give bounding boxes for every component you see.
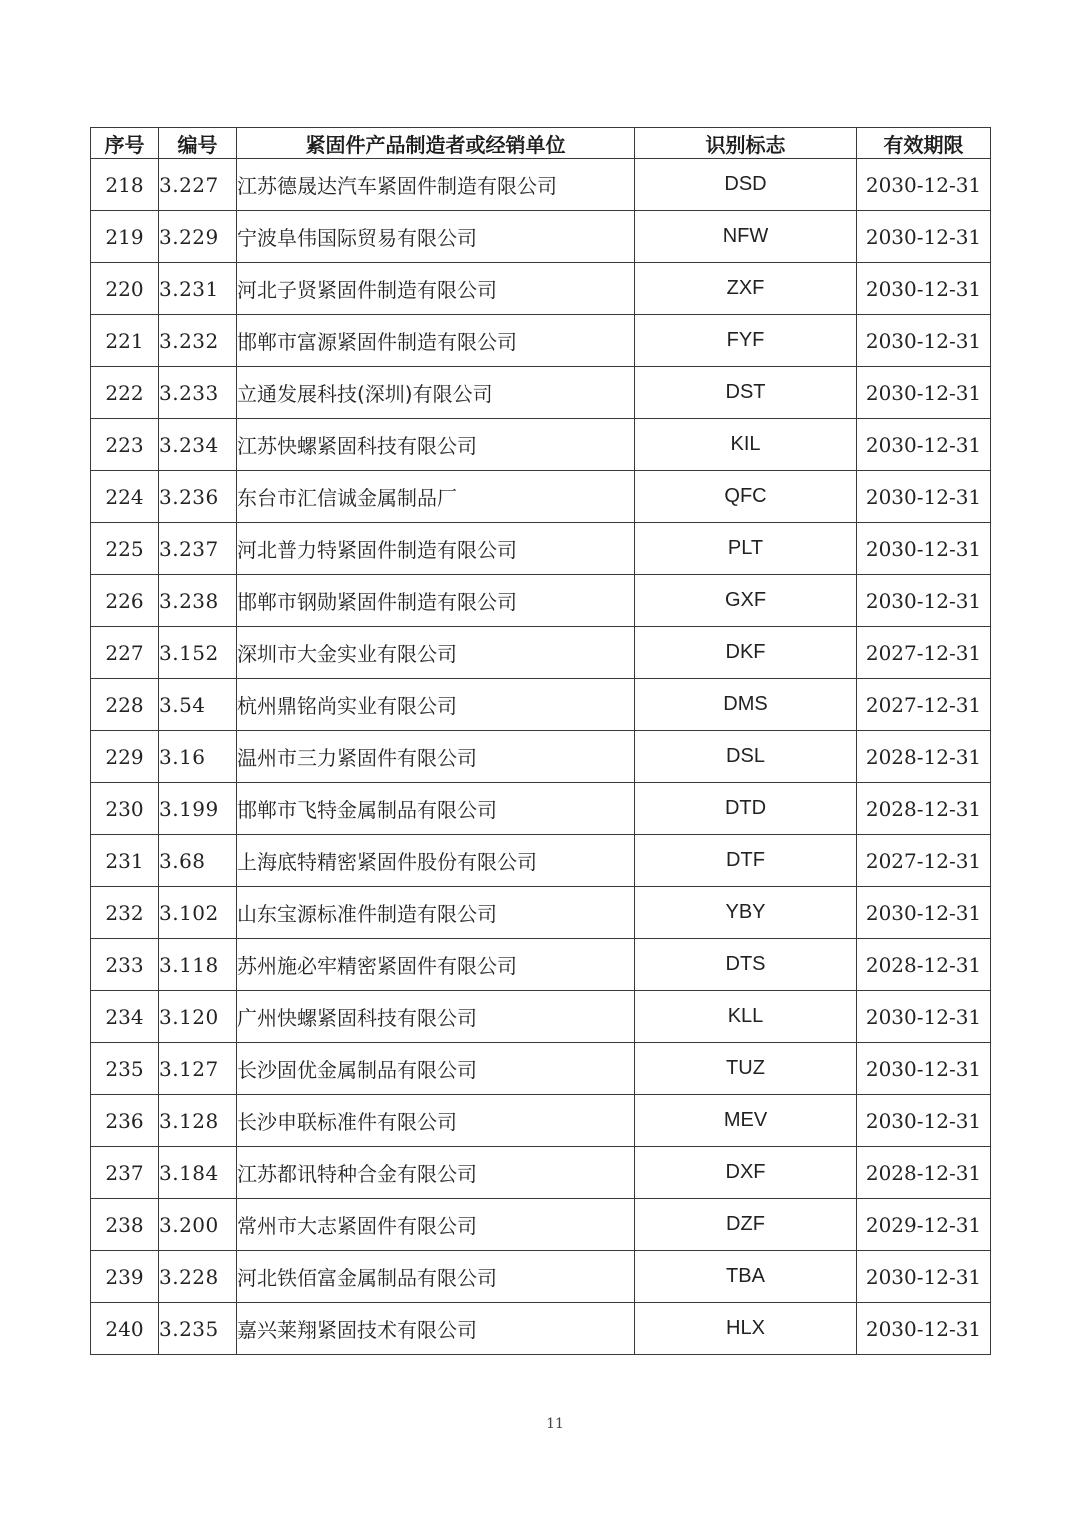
table-row (91, 679, 991, 731)
code-cell: 3.229 (159, 211, 237, 263)
serial-cell: 225 (91, 523, 159, 575)
company-cell: 江苏快螺紧固科技有限公司 (237, 419, 635, 471)
table-row (91, 731, 991, 783)
validity-cell: 2027-12-31 (857, 679, 991, 731)
serial-cell: 224 (91, 471, 159, 523)
validity-cell: 2030-12-31 (857, 1251, 991, 1303)
code-cell: 3.199 (159, 783, 237, 835)
code-cell: 3.118 (159, 939, 237, 991)
company-cell: 山东宝源标准件制造有限公司 (237, 887, 635, 939)
validity-cell: 2027-12-31 (857, 627, 991, 679)
company-cell: 长沙申联标准件有限公司 (237, 1095, 635, 1147)
serial-cell: 218 (91, 159, 159, 211)
code-cell: 3.236 (159, 471, 237, 523)
company-cell: 邯郸市钢勋紧固件制造有限公司 (237, 575, 635, 627)
table-row (91, 887, 991, 939)
table-row (91, 1303, 991, 1355)
company-cell: 宁波阜伟国际贸易有限公司 (237, 211, 635, 263)
company-cell: 江苏都讯特种合金有限公司 (237, 1147, 635, 1199)
validity-cell: 2030-12-31 (857, 211, 991, 263)
mark-cell: TBA (635, 1251, 857, 1303)
mark-cell: DMS (635, 679, 857, 731)
table-row (91, 1199, 991, 1251)
mark-cell: DSD (635, 159, 857, 211)
company-cell: 深圳市大金实业有限公司 (237, 627, 635, 679)
serial-cell: 227 (91, 627, 159, 679)
header-validity: 有效期限 (857, 128, 991, 159)
mark-cell: GXF (635, 575, 857, 627)
table-header-row (91, 128, 991, 159)
code-cell: 3.232 (159, 315, 237, 367)
company-cell: 苏州施必牢精密紧固件有限公司 (237, 939, 635, 991)
header-mark: 识别标志 (635, 128, 857, 159)
company-cell: 广州快螺紧固科技有限公司 (237, 991, 635, 1043)
header-company: 紧固件产品制造者或经销单位 (237, 128, 635, 159)
validity-cell: 2028-12-31 (857, 783, 991, 835)
table-body (91, 159, 991, 1355)
serial-cell: 231 (91, 835, 159, 887)
header-serial: 序号 (91, 128, 159, 159)
table-row (91, 939, 991, 991)
serial-cell: 219 (91, 211, 159, 263)
code-cell: 3.127 (159, 1043, 237, 1095)
page-number: 11 (546, 1416, 564, 1432)
code-cell: 3.200 (159, 1199, 237, 1251)
mark-cell: FYF (635, 315, 857, 367)
mark-cell: DST (635, 367, 857, 419)
mark-cell: HLX (635, 1303, 857, 1355)
mark-cell: KLL (635, 991, 857, 1043)
mark-cell: QFC (635, 471, 857, 523)
serial-cell: 228 (91, 679, 159, 731)
validity-cell: 2030-12-31 (857, 315, 991, 367)
serial-cell: 238 (91, 1199, 159, 1251)
table-row (91, 575, 991, 627)
company-cell: 嘉兴莱翔紧固技术有限公司 (237, 1303, 635, 1355)
code-cell: 3.152 (159, 627, 237, 679)
validity-cell: 2030-12-31 (857, 159, 991, 211)
code-cell: 3.228 (159, 1251, 237, 1303)
validity-cell: 2030-12-31 (857, 1303, 991, 1355)
company-cell: 温州市三力紧固件有限公司 (237, 731, 635, 783)
code-cell: 3.120 (159, 991, 237, 1043)
code-cell: 3.231 (159, 263, 237, 315)
code-cell: 3.128 (159, 1095, 237, 1147)
serial-cell: 239 (91, 1251, 159, 1303)
table-row (91, 471, 991, 523)
mark-cell: MEV (635, 1095, 857, 1147)
code-cell: 3.234 (159, 419, 237, 471)
validity-cell: 2028-12-31 (857, 1147, 991, 1199)
validity-cell: 2030-12-31 (857, 367, 991, 419)
mark-cell: DTF (635, 835, 857, 887)
table-row (91, 783, 991, 835)
mark-cell: TUZ (635, 1043, 857, 1095)
validity-cell: 2027-12-31 (857, 835, 991, 887)
serial-cell: 237 (91, 1147, 159, 1199)
mark-cell: DKF (635, 627, 857, 679)
code-cell: 3.235 (159, 1303, 237, 1355)
table-row (91, 211, 991, 263)
validity-cell: 2028-12-31 (857, 939, 991, 991)
company-cell: 河北子贤紧固件制造有限公司 (237, 263, 635, 315)
validity-cell: 2030-12-31 (857, 263, 991, 315)
table-row (91, 523, 991, 575)
company-cell: 邯郸市富源紧固件制造有限公司 (237, 315, 635, 367)
table-row (91, 627, 991, 679)
table-row (91, 1095, 991, 1147)
code-cell: 3.102 (159, 887, 237, 939)
validity-cell: 2030-12-31 (857, 575, 991, 627)
table-row (91, 1043, 991, 1095)
validity-cell: 2029-12-31 (857, 1199, 991, 1251)
mark-cell: DZF (635, 1199, 857, 1251)
validity-cell: 2030-12-31 (857, 991, 991, 1043)
serial-cell: 229 (91, 731, 159, 783)
company-cell: 河北铁佰富金属制品有限公司 (237, 1251, 635, 1303)
company-cell: 立通发展科技(深圳)有限公司 (237, 367, 635, 419)
company-cell: 上海底特精密紧固件股份有限公司 (237, 835, 635, 887)
table-row (91, 367, 991, 419)
serial-cell: 226 (91, 575, 159, 627)
validity-cell: 2030-12-31 (857, 523, 991, 575)
table-row (91, 315, 991, 367)
mark-cell: ZXF (635, 263, 857, 315)
header-code: 编号 (159, 128, 237, 159)
code-cell: 3.16 (159, 731, 237, 783)
code-cell: 3.68 (159, 835, 237, 887)
serial-cell: 220 (91, 263, 159, 315)
serial-cell: 233 (91, 939, 159, 991)
code-cell: 3.54 (159, 679, 237, 731)
table-row (91, 835, 991, 887)
validity-cell: 2030-12-31 (857, 419, 991, 471)
code-cell: 3.184 (159, 1147, 237, 1199)
validity-cell: 2028-12-31 (857, 731, 991, 783)
serial-cell: 232 (91, 887, 159, 939)
serial-cell: 236 (91, 1095, 159, 1147)
code-cell: 3.238 (159, 575, 237, 627)
table-row (91, 419, 991, 471)
validity-cell: 2030-12-31 (857, 887, 991, 939)
company-cell: 杭州鼎铭尚实业有限公司 (237, 679, 635, 731)
validity-cell: 2030-12-31 (857, 1095, 991, 1147)
company-cell: 江苏德晟达汽车紧固件制造有限公司 (237, 159, 635, 211)
mark-cell: NFW (635, 211, 857, 263)
code-cell: 3.227 (159, 159, 237, 211)
validity-cell: 2030-12-31 (857, 1043, 991, 1095)
code-cell: 3.237 (159, 523, 237, 575)
serial-cell: 235 (91, 1043, 159, 1095)
table-row (91, 263, 991, 315)
table-row (91, 1147, 991, 1199)
company-cell: 邯郸市飞特金属制品有限公司 (237, 783, 635, 835)
company-cell: 河北普力特紧固件制造有限公司 (237, 523, 635, 575)
table-row (91, 159, 991, 211)
serial-cell: 223 (91, 419, 159, 471)
validity-cell: 2030-12-31 (857, 471, 991, 523)
mark-cell: DTD (635, 783, 857, 835)
mark-cell: DTS (635, 939, 857, 991)
serial-cell: 230 (91, 783, 159, 835)
mark-cell: YBY (635, 887, 857, 939)
code-cell: 3.233 (159, 367, 237, 419)
company-cell: 东台市汇信诚金属制品厂 (237, 471, 635, 523)
mark-cell: DSL (635, 731, 857, 783)
serial-cell: 222 (91, 367, 159, 419)
fastener-registry-table (90, 127, 991, 1355)
mark-cell: DXF (635, 1147, 857, 1199)
table-row (91, 1251, 991, 1303)
mark-cell: PLT (635, 523, 857, 575)
serial-cell: 221 (91, 315, 159, 367)
serial-cell: 234 (91, 991, 159, 1043)
company-cell: 长沙固优金属制品有限公司 (237, 1043, 635, 1095)
table-row (91, 991, 991, 1043)
serial-cell: 240 (91, 1303, 159, 1355)
company-cell: 常州市大志紧固件有限公司 (237, 1199, 635, 1251)
mark-cell: KIL (635, 419, 857, 471)
